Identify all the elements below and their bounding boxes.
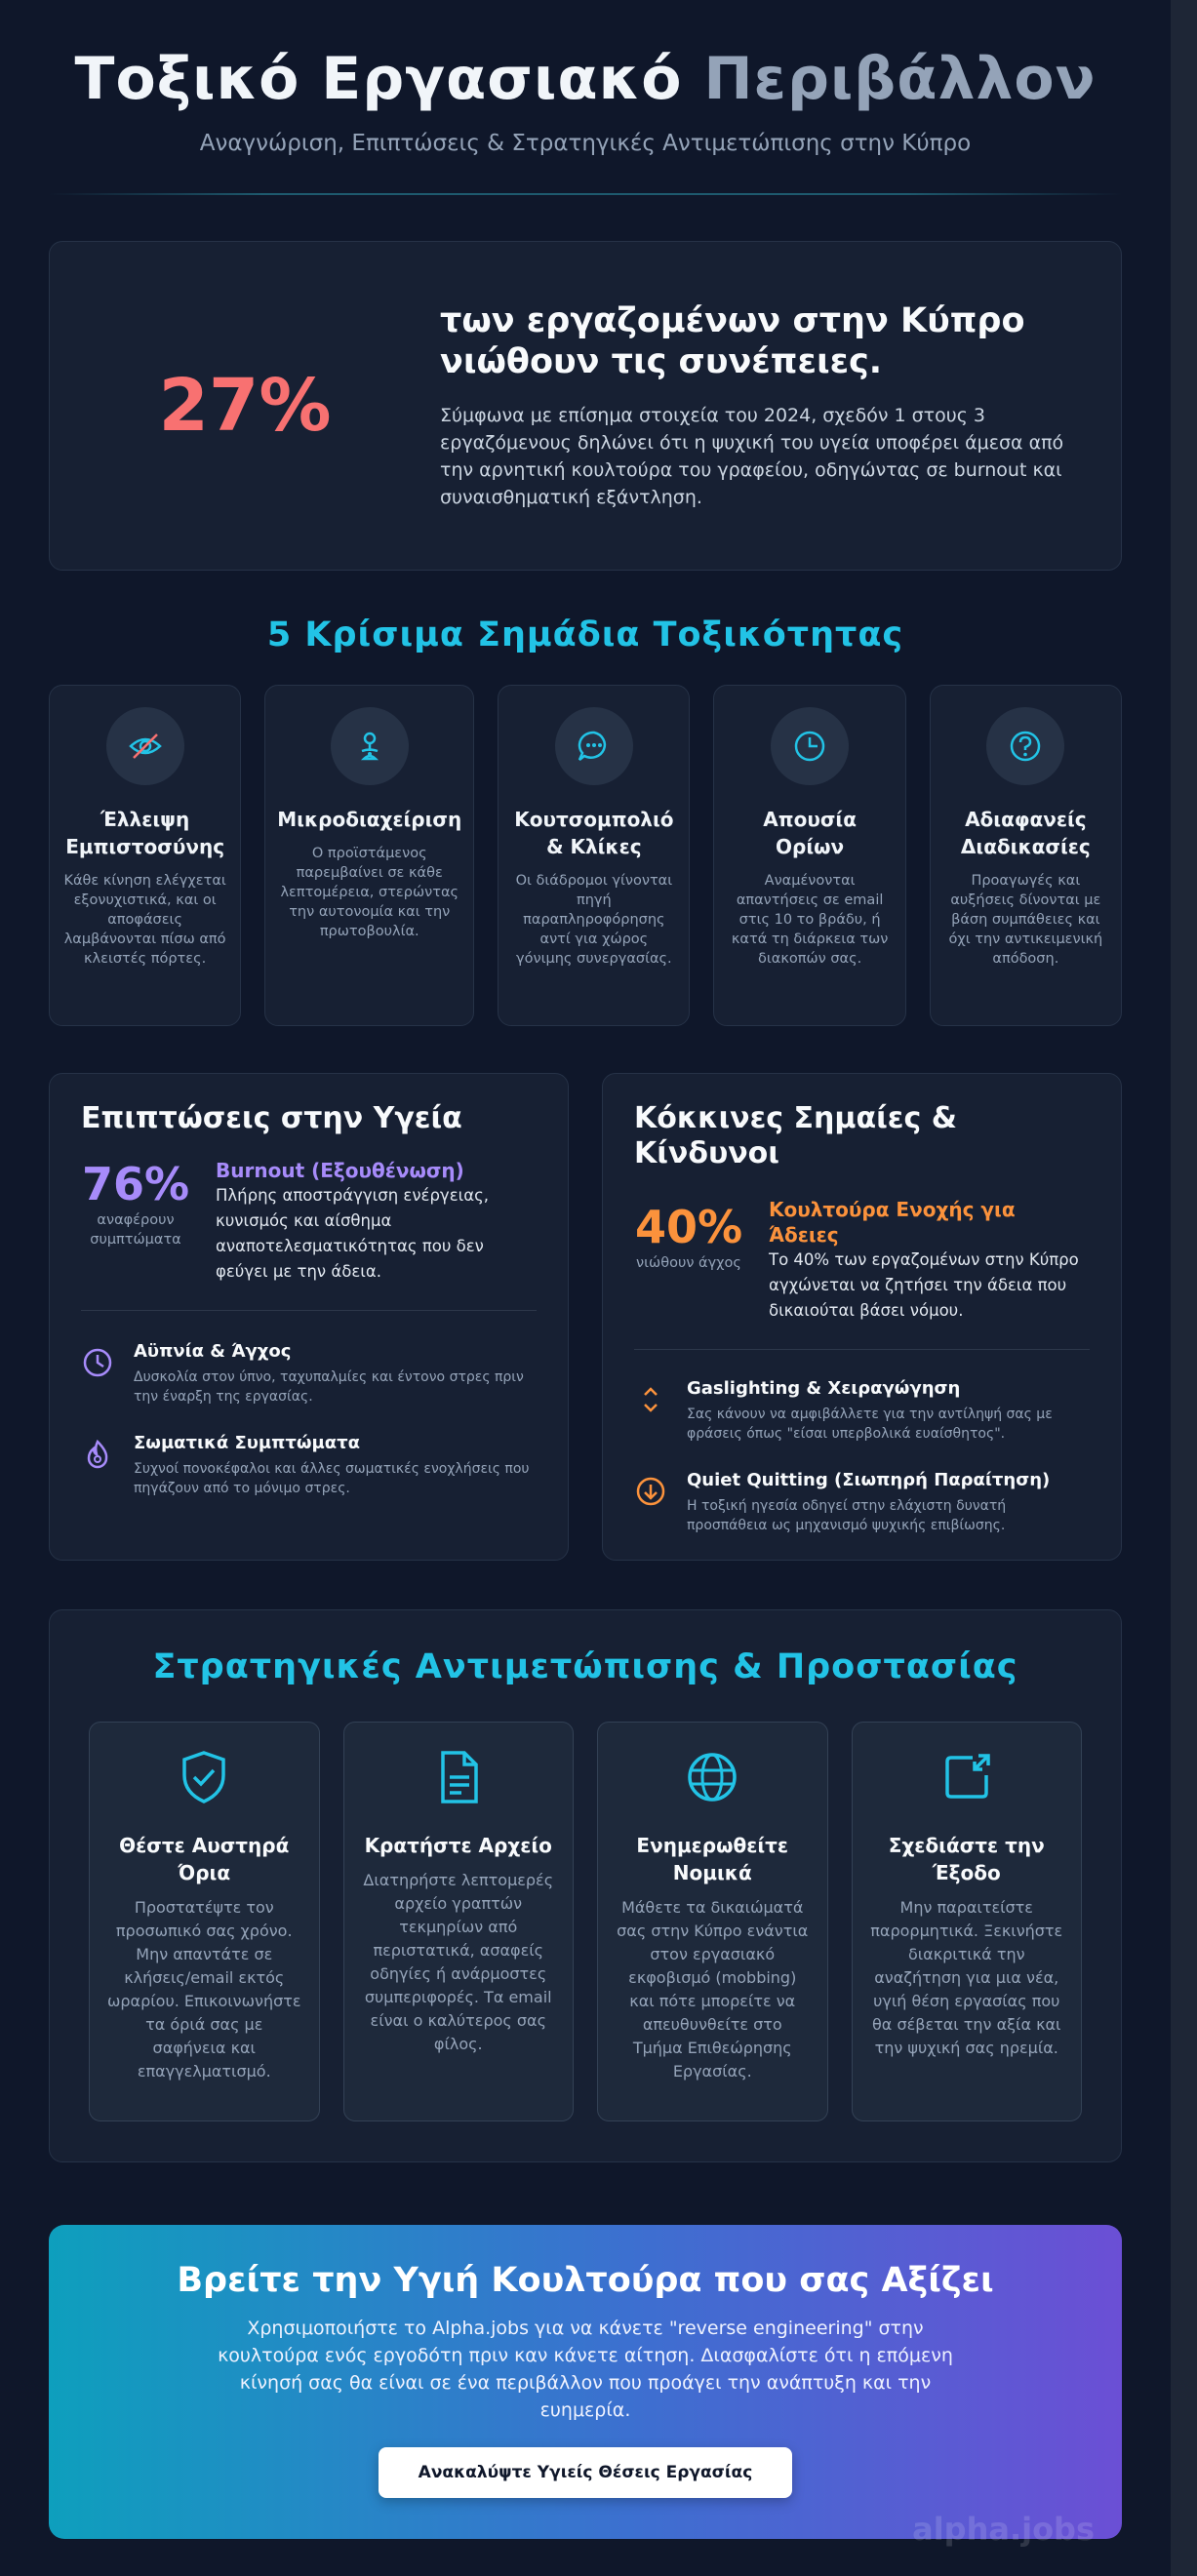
red-flags-panel [602,1073,1122,1561]
strategy-text: Διατηρήστε λεπτομερές αρχείο γραπτών τεκμηρίων από περιστατικά, ασαφείς οδηγίες ή ανάρμοστες συμπεριφορές. Τα email είναι ο καλύτερος σας φίλος. [363,1871,554,2053]
sign-text: Προαγωγές και αυξήσεις δίνονται με βάση συμπάθειες και όχι την αντικειμενική απόδοση. [948,873,1103,967]
sign-card [264,685,474,1026]
sign-text: Οι διάδρομοι γίνονται πηγή παραπληροφόρησης αντί για χώρος γόνιμης συνεργασίας. [515,873,673,967]
strategy-text: Μην παραιτείστε παρορμητικά. Ξεκινήστε διακριτικά την αναζήτηση για μια νέα, υγιή θέση εργασίας που θα σέβεται την αξία και την ψυχική σας ηρεμία. [870,1898,1063,2057]
sign-title: Μικροδιαχείριση [277,808,462,831]
brand-watermark: alpha.jobs [912,2511,1095,2548]
strategy-card [852,1722,1083,2121]
strategy-text: Προστατέψτε τον προσωπικό σας χρόνο. Μην απαντάτε σε κλήσεις/email εκτός ωραρίου. Επικοινωνήστε τα όριά σας με σαφήνεια και επαγγελματισμό. [107,1898,301,2081]
page-title: Τοξικό Εργασιακό Περιβάλλον [74,45,1097,113]
strategy-title: Θέστε Αυστηρά Όρια [119,1834,290,1884]
divider [81,1310,537,1311]
sign-text: Αναμένονται απαντήσεις σε email στις 10 το βράδυ, ή κατά τη διάρκεια των διακοπών σας. [731,873,889,967]
strategy-card [597,1722,828,2121]
exit-icon [870,1748,1064,1810]
strategy-text: Μάθετε τα δικαιώματά σας στην Κύπρο ενάντια στον εργασιακό εκφοβισμό (mobbing) και πότε μπορείτε να απευθυνθείτε στο Τμήμα Επιθεώρησης Εργασίας. [617,1898,809,2081]
signs-title: 5 Κρίσιμα Σημάδια Τοξικότητας [266,615,904,654]
user-dot-icon [331,707,409,785]
flags-stat-caption: νιώθουν άγχος [636,1255,741,1271]
flag-item-text: Η τοξική ηγεσία οδηγεί στην ελάχιστη δυνατή προσπάθεια ως μηχανισμό ψυχικής επιβίωσης. [687,1498,1007,1533]
strategy-card [343,1722,575,2121]
sign-title: Κουτσομπολιό & Κλίκες [514,808,674,858]
flag-item [634,1377,1090,1444]
burnout-text: Πλήρης αποστράγγιση ενέργειας, κυνισμός και αίσθημα αναποτελεσματικότητας που δεν φεύγει με την άδεια. [216,1186,490,1281]
eye-slash-icon [106,707,184,785]
strategies-section [49,1609,1122,2162]
flame-icon [81,1432,116,1475]
arrow-down-circle-icon [634,1469,669,1512]
discover-jobs-button[interactable]: Ανακαλύψτε Υγιείς Θέσεις Εργασίας [379,2447,792,2498]
health-item-text: Δυσκολία στον ύπνο, ταχυπαλμίες και έντονο στρες πριν την έναρξη της εργασίας. [134,1369,524,1405]
globe-icon [616,1748,810,1810]
health-item [81,1340,537,1407]
flag-item [634,1469,1090,1535]
guilt-culture-title: Κουλτούρα Ενοχής για Άδειες [769,1198,1016,1247]
sign-title: Απουσία Ορίων [763,808,857,858]
health-item-text: Συχνοί πονοκέφαλοι και άλλες σωματικές ενοχλήσεις που πηγάζουν από το μόνιμο στρες. [134,1461,530,1496]
stat-value: 27% [158,364,332,448]
sign-text: Ο προϊστάμενος παρεμβαίνει σε κάθε λεπτομέρεια, στερώντας την αυτονομία και την πρωτοβουλία. [280,846,459,939]
burnout-title: Burnout (Εξουθένωση) [216,1159,464,1182]
sign-card [49,685,241,1026]
clock-icon [771,707,849,785]
sign-title: Αδιαφανείς Διαδικασίες [960,808,1091,858]
chat-bubble-icon [555,707,633,785]
clock-icon [81,1340,116,1383]
stat-heading: των εργαζομένων στην Κύπρο νιώθουν τις συνέπειες. [440,301,1025,381]
flag-item-text: Σας κάνουν να αμφιβάλλετε για την αντίληψή σας με φράσεις όπως "είσαι υπερβολικά ευαίσθητος". [687,1407,1053,1442]
cta-banner [49,2225,1122,2539]
chevrons-vertical-icon [634,1377,669,1420]
sign-card [713,685,905,1026]
health-title: Επιπτώσεις στην Υγεία [81,1101,462,1135]
flags-stat-value: 40% [634,1201,743,1253]
strategies-title: Στρατηγικές Αντιμετώπισης & Προστασίας [152,1647,1018,1686]
health-stat-caption: αναφέρουν συμπτώματα [90,1212,181,1248]
document-icon [362,1748,556,1810]
stat-card [49,241,1122,571]
strategy-title: Κρατήστε Αρχείο [364,1834,552,1857]
strategy-title: Σχεδιάστε την Έξοδο [888,1834,1045,1884]
header-divider [49,193,1122,195]
cta-text: Χρησιμοποιήστε το Alpha.jobs για να κάνετε "reverse engineering" στην κουλτούρα ενός εργοδότη πριν καν κάνετε αίτηση. Διασφαλίστε ότι η επόμενη κίνησή σας θα είναι σε ένα περιβάλλον που προάγει την ανάπτυξη και την ευημερία. [218,2318,953,2421]
flag-item-title: Gaslighting & Χειραγώγηση [687,1378,961,1399]
signs-grid [49,685,1122,1026]
page-header [49,0,1122,195]
question-icon [986,707,1064,785]
sign-card [930,685,1122,1026]
sign-title: Έλλειψη Εμπιστοσύνης [65,808,225,858]
guilt-culture-text: Το 40% των εργαζομένων στην Κύπρο αγχώνεται να ζητήσει την άδεια που δικαιούται βάσει νόμου. [769,1250,1079,1320]
strategy-card [89,1722,320,2121]
health-item-title: Αϋπνία & Άγχος [134,1341,292,1362]
sign-text: Κάθε κίνηση ελέγχεται εξονυχιστικά, και οι αποφάσεις λαμβάνονται πίσω από κλειστές πόρτες. [63,873,226,967]
red-flags-title: Κόκκινες Σημαίες & Κίνδυνοι [634,1101,957,1170]
shield-check-icon [107,1748,301,1810]
stat-body: Σύμφωνα με επίσημα στοιχεία του 2024, σχεδόν 1 στους 3 εργαζόμενους δηλώνει ότι η ψυχική του υγεία υποφέρει άμεσα από την αρνητική κουλτούρα του γραφείου, οδηγώντας σε burnout και συναισθηματική εξάντληση. [440,405,1064,508]
divider [634,1349,1090,1350]
health-item-title: Σωματικά Συμπτώματα [134,1433,361,1453]
sign-card [498,685,690,1026]
flag-item-title: Quiet Quitting (Σιωπηρή Παραίτηση) [687,1470,1051,1490]
cta-title: Βρείτε την Υγιή Κουλτούρα που σας Αξίζει [177,2261,994,2300]
health-panel [49,1073,569,1561]
health-stat-value: 76% [81,1158,190,1210]
strategy-title: Ενημερωθείτε Νομικά [636,1834,789,1884]
health-item [81,1432,537,1498]
page-subtitle: Αναγνώριση, Επιπτώσεις & Στρατηγικές Αντιμετώπισης στην Κύπρο [199,131,972,156]
